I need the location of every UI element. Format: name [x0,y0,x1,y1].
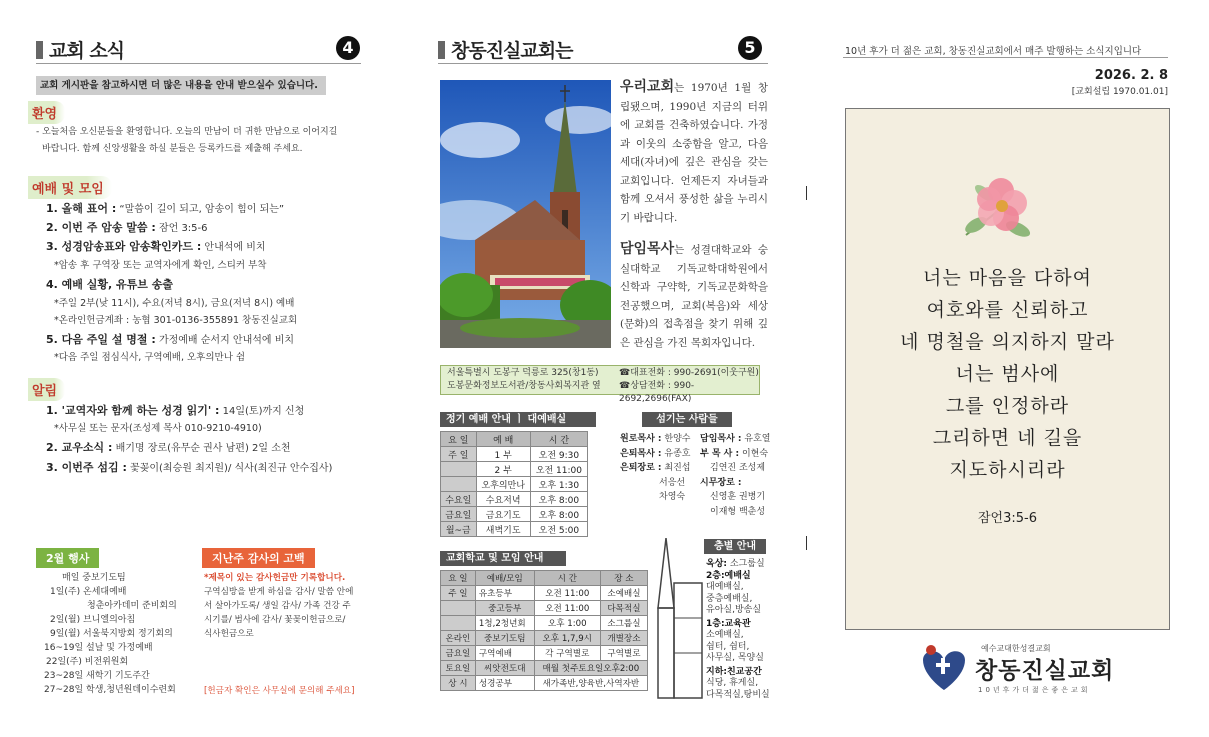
news-item-1: 1. '교역자와 함께 하는 성경 읽기' : 14일(토)까지 신청 [46,404,305,417]
fold-mark [806,536,807,550]
school-table: 요 일 예배/모임 시 간 장 소 주 일 유초등부 오전 11:00 소예배실 중고등부 오전 11:00 다목적실 1청,2청년회 오후 1:00 소그룹실 온라인 중보기도팀 오후 1,7,9시 개별장소 금요일 구역예배 각 구역별로 구역별로 토요일 씨앗전도대 매월 첫주토요일오후2:00 상 시 성경공부 새가족반,양육반,사역자반 [440,570,648,691]
table-row: 월~금 새벽기도 오전 5:00 [441,522,588,537]
title-bar-icon [36,41,43,59]
title-bar-icon [438,41,445,59]
table-row: 금요일 금요기도 오후 8:00 [441,507,588,522]
divider [36,63,361,64]
worship-item-5-sub: *다음 주일 점심식사, 구역예배, 오후의만나 쉼 [54,352,246,363]
church-building-image [440,80,611,348]
worship-item-1: 1. 올해 표어 : “말씀이 길이 되고, 암송이 힘이 되는” [46,202,285,215]
staff-right: 담임목사 : 유호열 부 목 사 : 이현숙 김연진 조성제 시무장로 : 신영훈 권병기 이재형 백춘성 [700,434,771,517]
worship-item-4: 4. 예배 실황, 유튜브 송출 [46,278,173,291]
events-heading: 2월 행사 [36,548,99,568]
church-logo-icon [917,640,971,694]
verse-line-5: 그를 인정하라 [945,395,1070,417]
divider [843,57,1168,58]
table-row: 오후의만나 오후 1:30 [441,477,588,492]
table-row: 상 시 성경공부 새가족반,양육반,사역자반 [441,676,648,691]
page-5-number: 5 [738,36,762,60]
thanks-footer: [헌금자 확인은 사무실에 문의해 주세요] [204,686,355,696]
worship-item-3-sub: *암송 후 구역장 또는 교역자에게 확인, 스티커 부착 [54,260,267,271]
table-row: 금요일 구역예배 각 구역별로 구역별로 [441,646,648,661]
worship-item-4-sub1: *주일 2부(낮 11시), 수요(저녁 8시), 금요(저녁 8시) 예배 [54,298,295,309]
table-row: 1청,2청년회 오후 1:00 소그룹실 [441,616,648,631]
issue-date: 2026. 2. 8 [1094,68,1168,83]
worship-item-5: 5. 다음 주일 설 명절 : 가정예배 순서지 안내석에 비치 [46,333,295,346]
verse-line-2: 여호와를 신뢰하고 [926,299,1089,321]
table-row: 주 일 유초등부 오전 11:00 소예배실 [441,586,648,601]
worship-heading: 예배 및 모임 [28,176,112,199]
worship-table-heading: 정기 예배 안내 ㅣ 대예배실 [440,412,596,427]
flower-icon [956,163,1046,253]
table-row: 중고등부 오전 11:00 다목적실 [441,601,648,616]
news-heading: 알림 [28,378,65,401]
church-photo [440,80,611,348]
page-5-column [438,0,771,737]
verse-line-7: 지도하시리라 [949,459,1066,481]
address-box: 서울특별시 도봉구 덕릉로 325(창1동) 도봉문화정보도서관/창동사회복지관 옆 ☎대표전화 : 990-2691(이웃구원) ☎상담전화 : 990-2692,2696(FAX) [440,365,760,395]
floors-list: 옥상: 소그룹실 2층:예배실 대예배실, 중층예배실, 유아실,방송실 1층:교육관 소예배실, 쉼터, 쉼터, 사무실, 목양실 지하:친교공간 식당, 휴게실, 다목적실,탕비실 [706,559,770,700]
worship-item-3: 3. 성경암송표와 암송확인카드 : 안내석에 비치 [46,240,266,253]
table-row: 토요일 씨앗전도대 매월 첫주토요일오후2:00 [441,661,648,676]
verse-line-6: 그리하면 네 길을 [932,427,1083,449]
events-list: 매일 중보기도팀 1일(주) 온세대예배 청춘아카데미 준비회의 2일(월) 브니엘의아침 9일(월) 서울북지방회 정기회의 16~19일 설날 및 가정예배 22일(주) 비전위원회 23~28일 새학기 기도주간 27~28일 학생,청년원데이수련회 [44,573,177,695]
denomination-name: 예수교대한성결교회 [981,644,1051,653]
notice-banner: 교회 게시판을 참고하시면 더 많은 내용을 안내 받으실수 있습니다. [36,76,326,95]
verse-reference: 잠언3:5-6 [978,511,1037,526]
table-row: 온라인 중보기도팀 오후 1,7,9시 개별장소 [441,631,648,646]
staff-heading: 섬기는 사람들 [642,412,732,427]
logo-tagline: 10년후가더젊은좋은교회 [978,686,1091,694]
worship-item-2: 2. 이번 주 암송 말씀 : 잠언 3:5-6 [46,221,208,234]
news-item-1-sub: *사무실 또는 문자(조성제 목사 010-9210-4910) [54,423,262,434]
verse-line-4: 너는 범사에 [955,363,1060,385]
page-5-title: 창동진실교회는 [438,36,572,63]
pastor-intro: 담임목사는 성결대학교와 숭실대학교 기독교학대학원에서 신학과 구약학, 기독교문화학을 전공했으며, 교회(복음)와 세상(문화)의 접촉점을 찾기 위해 깊은 관심을 가진 목회자입니다. [620,241,768,349]
floors-heading: 층별 안내 [704,539,766,554]
thanks-heading: 지난주 감사의 고백 [202,548,315,568]
church-name: 창동진실교회 [975,658,1115,684]
church-intro: 우리교회는 1970년 1월 창립됐으며, 1990년 지금의 터위에 교회를 건축하였습니다. 가정과 이웃의 소중함을 알고, 다음세대(자녀)에 깊은 관심을 갖는 교회입니다. 언제든지 자녀들과 함께 오셔서 풍성한 삶을 누리시기 바랍니다. [620,79,768,224]
news-item-3: 3. 이번주 섬김 : 꽃꽂이(최승원 최지원)/ 식사(최진규 안수집사) [46,461,333,474]
verse-line-1: 너는 마음을 다하여 [923,267,1092,289]
building-diagram-icon [652,538,704,700]
cover-column [843,0,1175,737]
worship-item-4-sub2: *온라인헌금계좌 : 농협 301-0136-355891 창동진실교회 [54,315,298,326]
page-4-number: 4 [336,36,360,60]
verse-line-3: 네 명철을 의지하지 말라 [900,331,1115,353]
school-table-heading: 교회학교 및 모임 안내 [440,551,566,566]
fold-mark [806,186,807,200]
table-row: 주 일 1 부 오전 9:30 [441,447,588,462]
established-date: [교회설립 1970.01.01] [1071,87,1168,97]
divider [438,63,768,64]
thanks-list: *제목이 있는 감사헌금만 기록합니다. 구역심방을 받게 하심을 감사/ 말씀 안에 서 살아가도록/ 생일 감사/ 가족 건강 주 시기를/ 범사에 감사/ 꽃꽂이헌금으로/ 식사헌금으로 [204,573,354,639]
cover-tagline: 10년 후가 더 젊은 교회, 창동진실교회에서 매주 발행하는 소식지입니다 [845,46,1142,57]
welcome-text: - 오늘처음 오신분들을 환영합니다. 오늘의 만남이 더 귀한 만남으로 이어지길 바랍니다. 함께 신앙생활을 하실 분들은 등록카드를 제출해 주세요. [36,127,338,154]
page-4-title: 교회 소식 [36,36,124,63]
staff-left: 원로목사 : 한양수 은퇴목사 : 유종호 은퇴장로 : 최진섭 서응선 차영숙 [620,434,691,502]
welcome-heading: 환영 [28,101,65,124]
verse-card [845,108,1170,630]
page-4-column [32,0,361,737]
table-row: 2 부 오전 11:00 [441,462,588,477]
worship-table: 요 일 예 배 시 간 주 일 1 부 오전 9:30 2 부 오전 11:00 오후의만나 오후 1:30 수요일 수요저녁 오후 8:00 금요일 금요기도 오후 8:00 월~금 새벽기도 오전 5:00 [440,431,588,537]
table-row: 수요일 수요저녁 오후 8:00 [441,492,588,507]
news-item-2: 2. 교우소식 : 배기명 장로(유무순 권사 남편) 2일 소천 [46,441,291,454]
